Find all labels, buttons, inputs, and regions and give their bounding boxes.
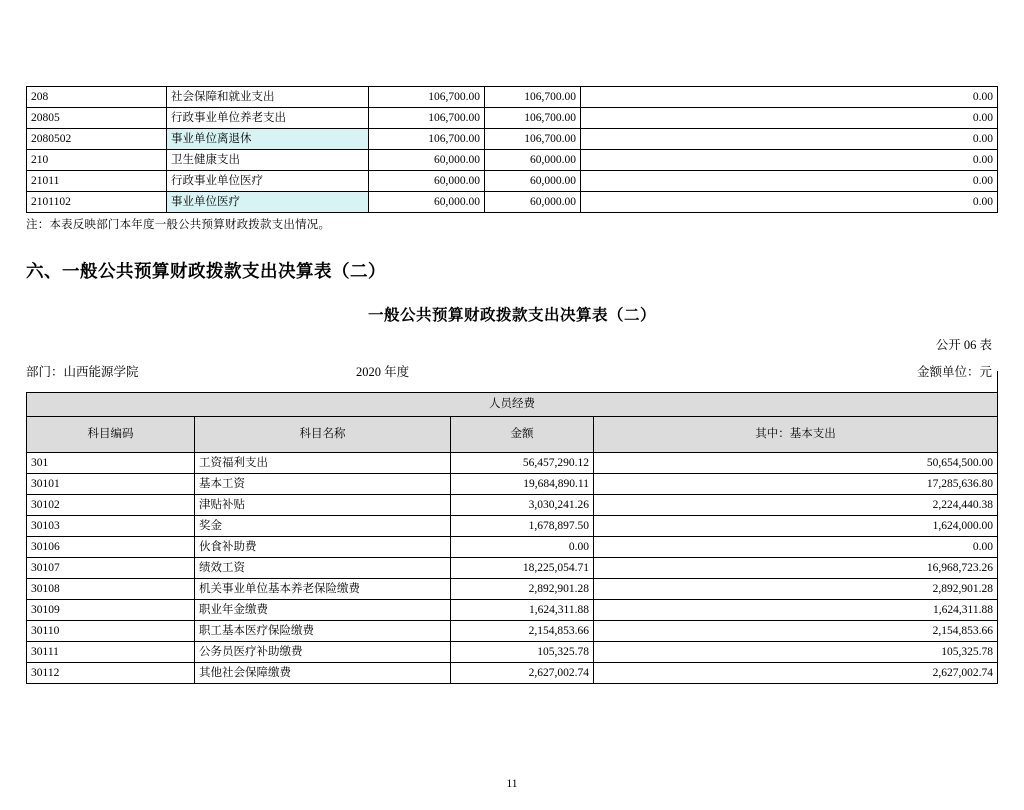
cell-code: 30102 bbox=[27, 495, 195, 516]
cell-amount: 105,325.78 bbox=[451, 642, 594, 663]
cell-value-2: 106,700.00 bbox=[485, 108, 581, 129]
cell-name: 社会保障和就业支出 bbox=[167, 87, 369, 108]
cell-name: 津贴补贴 bbox=[195, 495, 451, 516]
cell-name: 职业年金缴费 bbox=[195, 600, 451, 621]
continued-table-body bbox=[27, 87, 998, 213]
cell-amount: 19,684,890.11 bbox=[451, 474, 594, 495]
section-heading: 六、一般公共预算财政拨款支出决算表（二） bbox=[26, 261, 386, 281]
table-row bbox=[27, 108, 998, 129]
cell-value-2: 106,700.00 bbox=[485, 129, 581, 150]
cell-amount: 2,892,901.28 bbox=[451, 579, 594, 600]
cell-value-3: 0.00 bbox=[581, 171, 998, 192]
cell-value-3: 0.00 bbox=[581, 108, 998, 129]
page-number: 11 bbox=[506, 778, 518, 790]
column-header-basic: 其中：基本支出 bbox=[594, 417, 998, 453]
cell-amount: 1,624,311.88 bbox=[451, 600, 594, 621]
cell-name: 基本工资 bbox=[195, 474, 451, 495]
cell-amount: 0.00 bbox=[451, 537, 594, 558]
cell-basic: 16,968,723.26 bbox=[594, 558, 998, 579]
page-title: 一般公共预算财政拨款支出决算表（二） bbox=[367, 307, 656, 324]
cell-value-2: 60,000.00 bbox=[485, 192, 581, 213]
cell-basic: 0.00 bbox=[594, 537, 998, 558]
cell-code: 2080502 bbox=[27, 129, 167, 150]
table-row bbox=[27, 87, 998, 108]
cell-code: 20805 bbox=[27, 108, 167, 129]
cell-basic: 2,154,853.66 bbox=[594, 621, 998, 642]
table-row bbox=[27, 171, 998, 192]
cell-code: 30112 bbox=[27, 663, 195, 684]
cell-amount: 56,457,290.12 bbox=[451, 453, 594, 474]
table-row bbox=[27, 453, 998, 474]
cell-value-1: 60,000.00 bbox=[369, 192, 485, 213]
cell-amount: 2,154,853.66 bbox=[451, 621, 594, 642]
table-note: 注：本表反映部门本年度一般公共预算财政拨款支出情况。 bbox=[26, 219, 331, 231]
table-row bbox=[27, 516, 998, 537]
column-header-code: 科目编码 bbox=[27, 417, 195, 453]
column-header-amount: 金额 bbox=[451, 417, 594, 453]
cell-value-1: 60,000.00 bbox=[369, 150, 485, 171]
cell-name: 公务员医疗补助缴费 bbox=[195, 642, 451, 663]
public-table-number: 公开 06 表 bbox=[935, 338, 992, 352]
table-row bbox=[27, 537, 998, 558]
cell-value-2: 106,700.00 bbox=[485, 87, 581, 108]
vertical-rule bbox=[997, 371, 998, 439]
cell-value-3: 0.00 bbox=[581, 150, 998, 171]
cell-basic: 50,654,500.00 bbox=[594, 453, 998, 474]
cell-amount: 2,627,002.74 bbox=[451, 663, 594, 684]
cell-name: 奖金 bbox=[195, 516, 451, 537]
cell-code: 30110 bbox=[27, 621, 195, 642]
personnel-expense-table bbox=[26, 392, 998, 684]
department-label: 部门：山西能源学院 bbox=[26, 365, 139, 379]
table-row bbox=[27, 600, 998, 621]
table-row bbox=[27, 621, 998, 642]
cell-amount: 1,678,897.50 bbox=[451, 516, 594, 537]
cell-name: 职工基本医疗保险缴费 bbox=[195, 621, 451, 642]
cell-value-3: 0.00 bbox=[581, 87, 998, 108]
cell-name: 行政事业单位医疗 bbox=[167, 171, 369, 192]
table-header-row bbox=[27, 417, 998, 453]
table-meta-row bbox=[26, 362, 998, 380]
cell-value-1: 60,000.00 bbox=[369, 171, 485, 192]
cell-value-1: 106,700.00 bbox=[369, 129, 485, 150]
cell-code: 2101102 bbox=[27, 192, 167, 213]
cell-name: 卫生健康支出 bbox=[167, 150, 369, 171]
cell-basic: 1,624,311.88 bbox=[594, 600, 998, 621]
cell-code: 30111 bbox=[27, 642, 195, 663]
table-banner-row bbox=[27, 393, 998, 417]
expenditure-continued-table bbox=[26, 86, 998, 213]
cell-value-1: 106,700.00 bbox=[369, 108, 485, 129]
table-banner: 人员经费 bbox=[27, 393, 998, 417]
cell-code: 30101 bbox=[27, 474, 195, 495]
column-header-name: 科目名称 bbox=[195, 417, 451, 453]
cell-value-3: 0.00 bbox=[581, 192, 998, 213]
cell-code: 30109 bbox=[27, 600, 195, 621]
document-page bbox=[0, 86, 1024, 810]
cell-name: 其他社会保障缴费 bbox=[195, 663, 451, 684]
table-row bbox=[27, 642, 998, 663]
cell-basic: 2,224,440.38 bbox=[594, 495, 998, 516]
cell-name: 绩效工资 bbox=[195, 558, 451, 579]
cell-code: 210 bbox=[27, 150, 167, 171]
cell-code: 30107 bbox=[27, 558, 195, 579]
table-head bbox=[27, 393, 998, 453]
cell-code: 21011 bbox=[27, 171, 167, 192]
cell-code: 301 bbox=[27, 453, 195, 474]
table-row bbox=[27, 663, 998, 684]
table-row bbox=[27, 495, 998, 516]
cell-value-3: 0.00 bbox=[581, 129, 998, 150]
table-body bbox=[27, 453, 998, 684]
cell-basic: 2,892,901.28 bbox=[594, 579, 998, 600]
cell-name: 工资福利支出 bbox=[195, 453, 451, 474]
table-row bbox=[27, 558, 998, 579]
cell-value-2: 60,000.00 bbox=[485, 150, 581, 171]
table-row bbox=[27, 474, 998, 495]
cell-code: 30103 bbox=[27, 516, 195, 537]
cell-name: 机关事业单位基本养老保险缴费 bbox=[195, 579, 451, 600]
table-row bbox=[27, 579, 998, 600]
cell-code: 208 bbox=[27, 87, 167, 108]
cell-amount: 18,225,054.71 bbox=[451, 558, 594, 579]
table-row bbox=[27, 192, 998, 213]
cell-amount: 3,030,241.26 bbox=[451, 495, 594, 516]
table-row bbox=[27, 150, 998, 171]
cell-basic: 105,325.78 bbox=[594, 642, 998, 663]
cell-value-2: 60,000.00 bbox=[485, 171, 581, 192]
cell-basic: 1,624,000.00 bbox=[594, 516, 998, 537]
cell-basic: 17,285,636.80 bbox=[594, 474, 998, 495]
amount-unit-label: 金额单位：元 bbox=[916, 365, 992, 379]
cell-name: 行政事业单位养老支出 bbox=[167, 108, 369, 129]
cell-name: 伙食补助费 bbox=[195, 537, 451, 558]
cell-value-1: 106,700.00 bbox=[369, 87, 485, 108]
fiscal-year-label: 2020 年度 bbox=[356, 365, 410, 379]
cell-code: 30108 bbox=[27, 579, 195, 600]
cell-name: 事业单位离退休 bbox=[167, 129, 369, 150]
cell-basic: 2,627,002.74 bbox=[594, 663, 998, 684]
cell-name: 事业单位医疗 bbox=[167, 192, 369, 213]
cell-code: 30106 bbox=[27, 537, 195, 558]
table-row bbox=[27, 129, 998, 150]
